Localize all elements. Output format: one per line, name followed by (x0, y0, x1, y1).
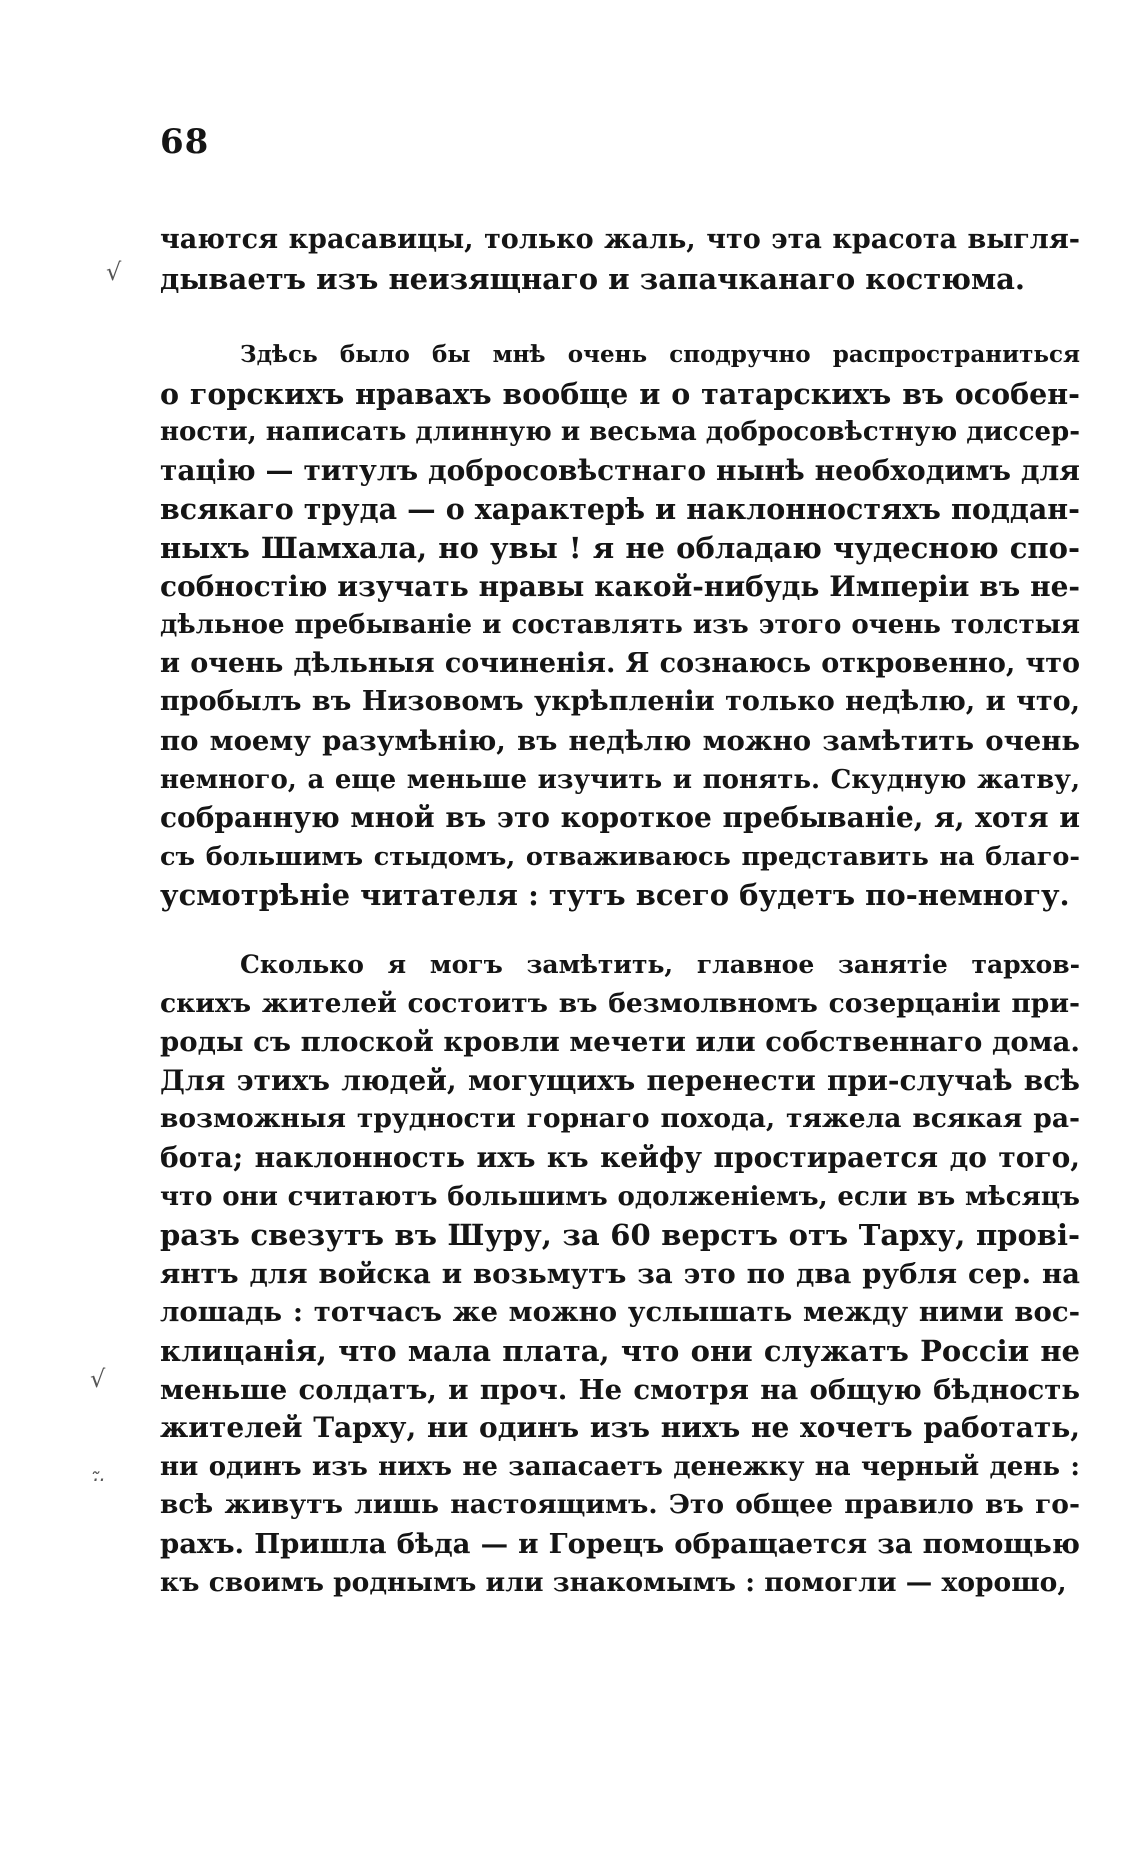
text-line: по моему разумѣнію, въ недѣлю можно замѣтить очень (160, 724, 1080, 757)
paragraph (160, 221, 1080, 298)
margin-pencil-mark: ·͂· (92, 1468, 105, 1492)
text-line: ни одинъ изъ нихъ не запасаетъ денежку на черный день : (160, 1451, 1080, 1482)
text-line: и очень дѣльныя сочиненія. Я сознаюсь откровенно, что (160, 647, 1080, 679)
text-line: бота; наклонность ихъ къ кейфу простирается до того, (160, 1140, 1080, 1174)
text-line: ности, написать длинную и весьма добросовѣстную диссер- (160, 417, 1080, 448)
text-line: къ своимъ роднымъ или знакомымъ : помогли — хорошо, (160, 1566, 1067, 1598)
text-line: разъ свезутъ въ Шуру, за 60 верстъ отъ Тарху, прові- (160, 1218, 1080, 1253)
text-line: дываетъ изъ неизящнаго и запачканаго костюма. (160, 261, 1026, 296)
text-line: чаются красавицы, только жаль, что эта красота выгля- (160, 224, 1080, 255)
page-number: 68 (160, 122, 210, 162)
text-line: усмотрѣніе читателя : тутъ всего будетъ по-немногу. (160, 878, 1070, 913)
text-line: возможныя трудности горнаго похода, тяжела всякая ра- (160, 1103, 1080, 1135)
text-line: что они считаютъ большимъ одолженіемъ, если въ мѣсяцъ (160, 1181, 1080, 1212)
margin-pencil-mark: √ (106, 258, 122, 286)
text-line: ныхъ Шамхала, но увы ! я не обладаю чудесною спо- (160, 530, 1080, 565)
text-line: о горскихъ нравахъ вообще и о татарскихъ въ особен- (160, 376, 1080, 411)
text-line: лошадь : тотчасъ же можно услышать между ними вос- (160, 1296, 1080, 1329)
text-line: меньше солдатъ, и проч. Не смотря на общую бѣдность (160, 1373, 1080, 1406)
text-line: тацію — титулъ добросовѣстнаго нынѣ необходимъ для (160, 453, 1080, 487)
text-line: съ большимъ стыдомъ, отваживаюсь представить на благо- (160, 841, 1080, 872)
text-line: всякаго труда — о характерѣ и наклонностяхъ поддан- (160, 492, 1080, 527)
paragraph (160, 946, 1080, 1602)
text-line: скихъ жителей состоитъ въ безмолвномъ созерцаніи при- (160, 987, 1080, 1019)
paragraph (160, 336, 1080, 915)
text-line: Для этихъ людей, могущихъ перенести при-случаѣ всѣ (160, 1063, 1080, 1097)
text-line: рахъ. Пришла бѣда — и Горецъ обращается за помощью (160, 1527, 1080, 1560)
text-line: дѣльное пребываніе и составлять изъ этого очень толстыя (160, 610, 1080, 641)
text-line: Сколько я могъ замѣтить, главное занятіе тархов- (240, 950, 1080, 979)
text-line: роды съ плоской кровли мечети или собственнаго дома. (160, 1026, 1080, 1059)
text-line: клицанія, что мала плата, что они служатъ Россіи не (160, 1333, 1080, 1368)
text-line: собранную мной въ это короткое пребываніе, я, хотя и (160, 801, 1080, 835)
text-line: немного, а еще меньше изучить и понять. Скудную жатву, (160, 764, 1080, 795)
text-line: пробылъ въ Низовомъ укрѣпленіи только недѣлю, и что, (160, 686, 1080, 718)
margin-pencil-mark: √ (90, 1365, 106, 1393)
text-line: собностію изучать нравы какой-нибудь Имперіи въ не- (160, 569, 1080, 603)
text-line: всѣ живутъ лишь настоящимъ. Это общее правило въ го- (160, 1489, 1080, 1521)
text-line: Здѣсь было бы мнѣ очень сподручно распространиться (240, 341, 1080, 368)
text-line: янтъ для войска и возьмутъ за это по два рубля сер. на (160, 1257, 1080, 1290)
text-line: жителей Тарху, ни одинъ изъ нихъ не хочетъ работать, (160, 1411, 1080, 1445)
